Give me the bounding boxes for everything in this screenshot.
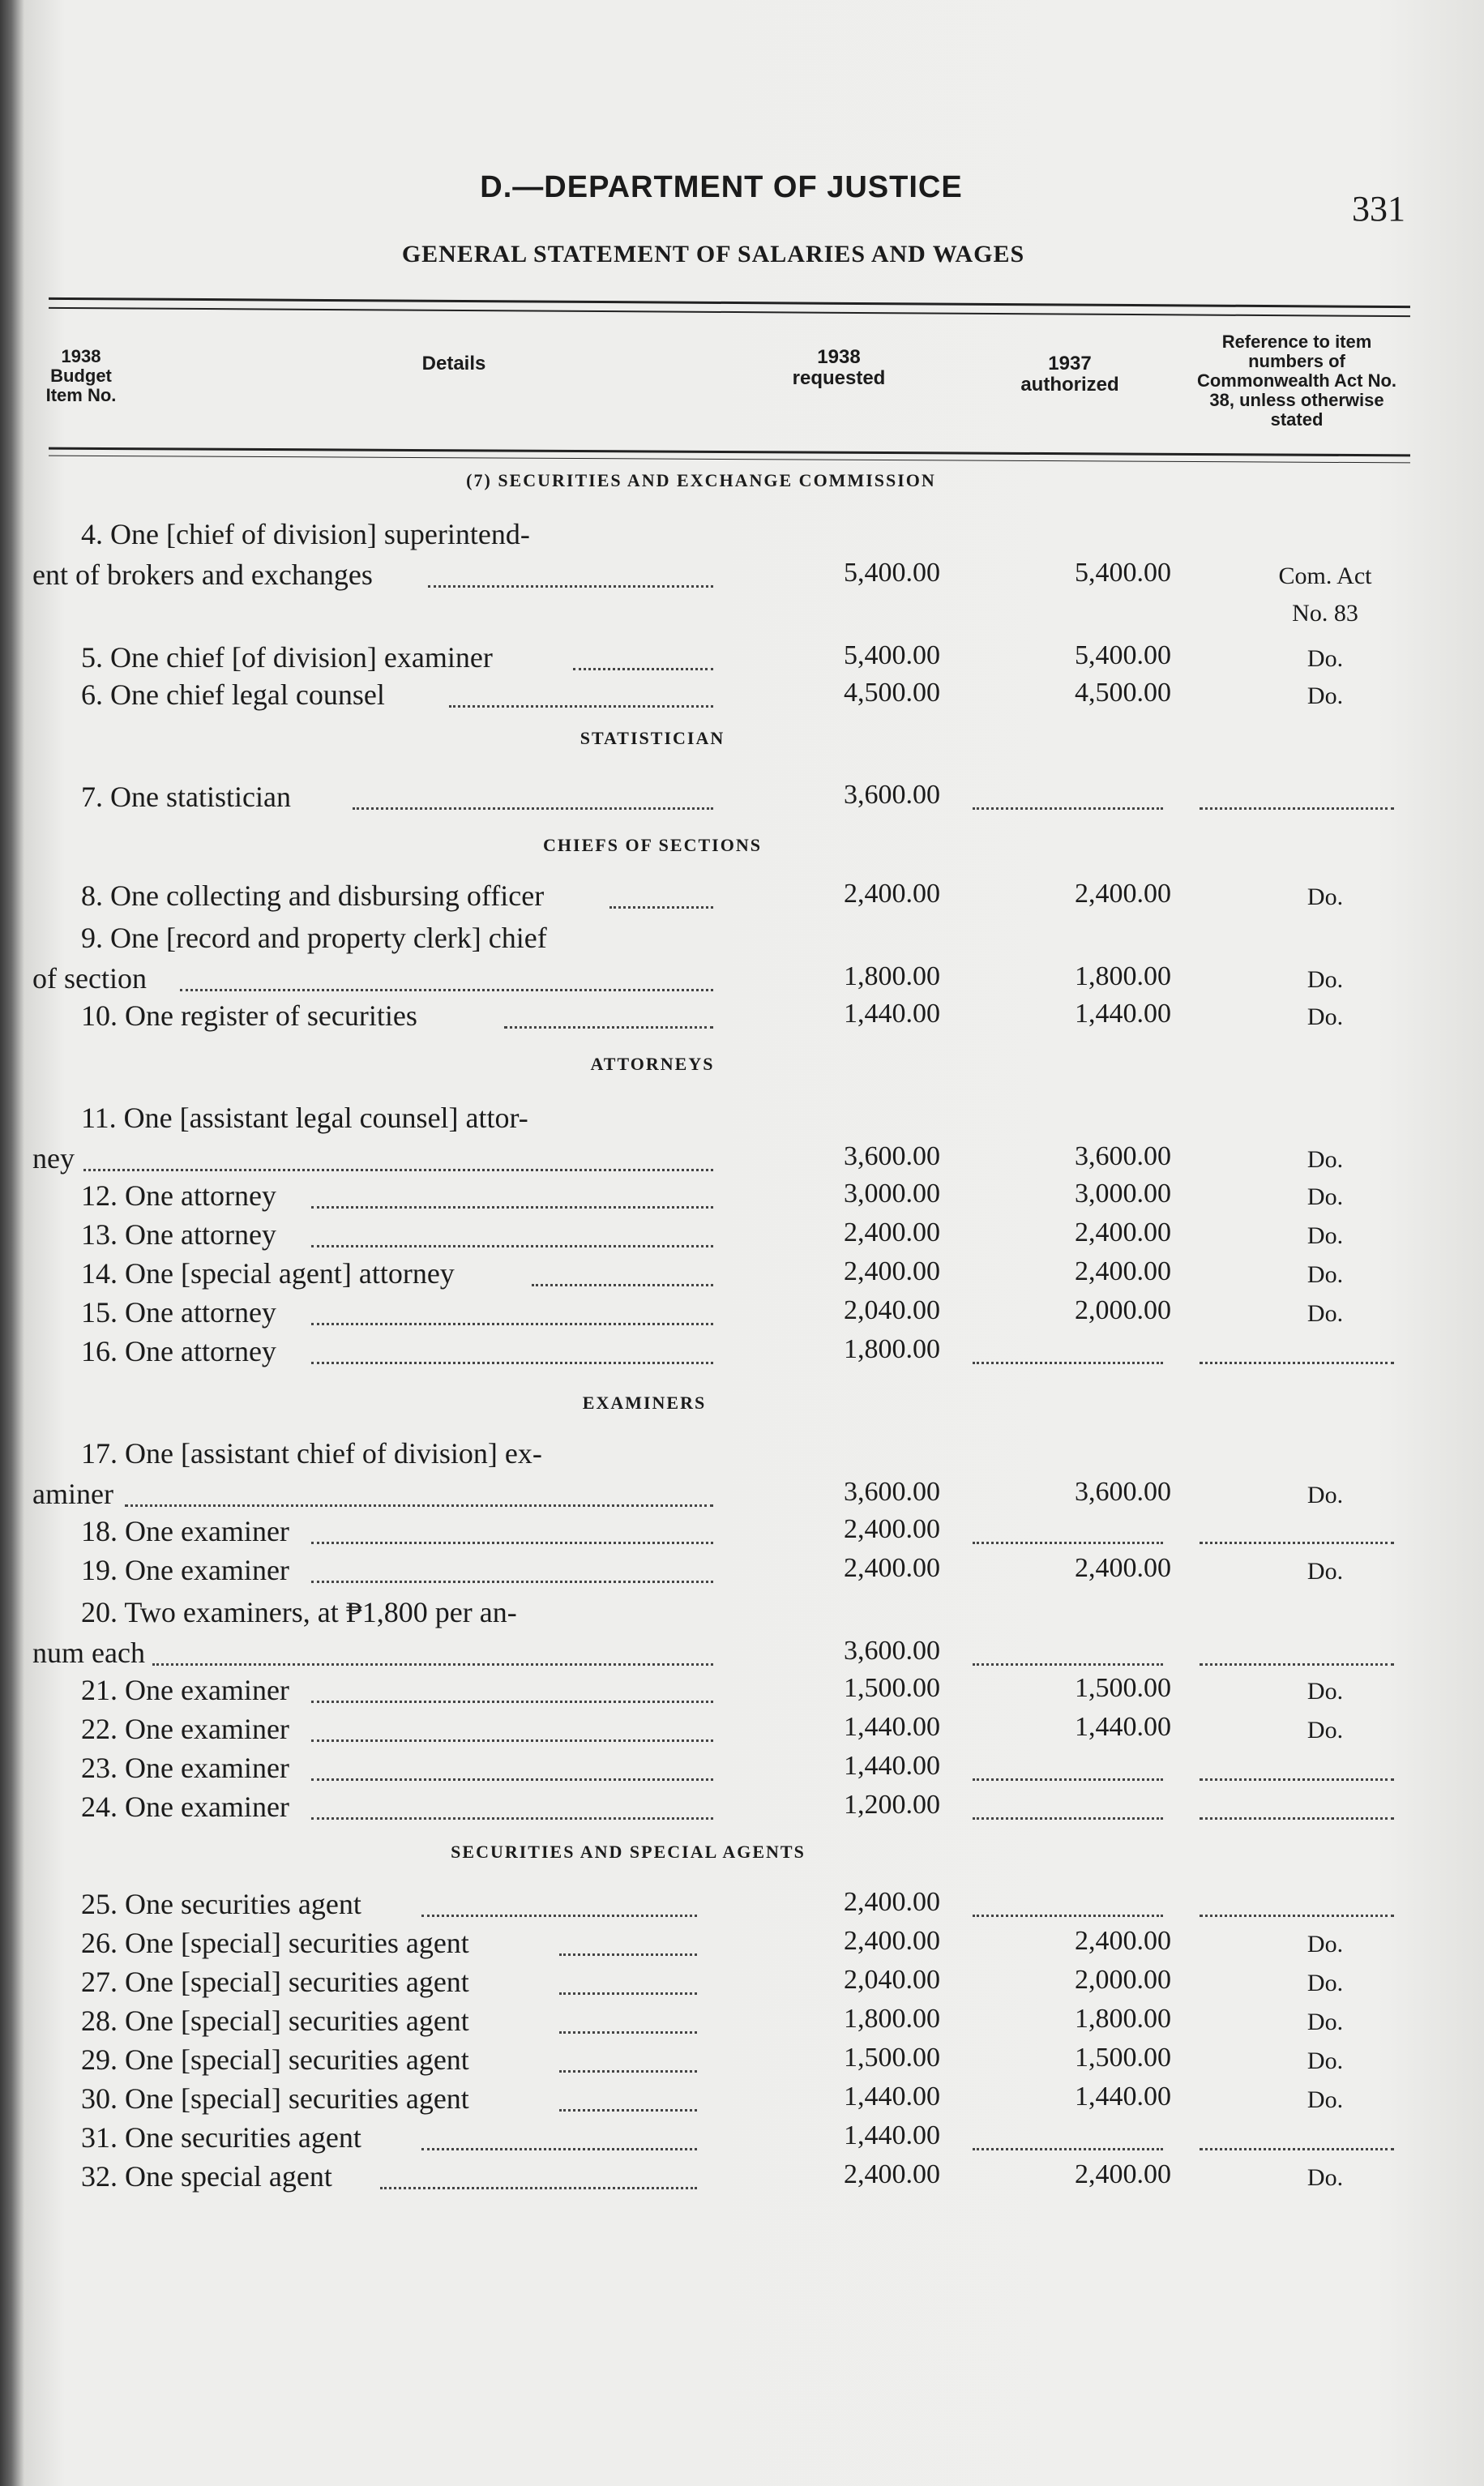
table-row — [0, 518, 1484, 627]
table-row — [0, 2159, 1484, 2200]
page-number: 331 — [1352, 189, 1405, 229]
row-details-line2: 21. One examiner — [81, 1674, 289, 1706]
row-details-line2: 5. One chief [of division] examiner — [81, 641, 493, 674]
leader-dots — [421, 1915, 697, 1917]
requested-amount: 2,400.00 — [844, 1256, 940, 1286]
row-details-line2: 28. One [special] securities agent — [81, 2005, 469, 2037]
empty-authorized-dots — [973, 1663, 1163, 1666]
row-details-line2: 22. One examiner — [81, 1713, 289, 1745]
subhead-statistician: STATISTICIAN — [579, 728, 725, 748]
authorized-amount: 2,400.00 — [1075, 879, 1171, 909]
requested-amount: 1,440.00 — [844, 2120, 940, 2150]
authorized-amount: 2,400.00 — [1075, 1926, 1171, 1956]
row-details-line1: 4. One [chief of division] superintend- — [81, 518, 530, 550]
requested-amount: 3,600.00 — [844, 780, 940, 810]
requested-amount: 3,600.00 — [844, 1477, 940, 1507]
leader-dots — [504, 1026, 713, 1029]
row-details-line1: 9. One [record and property clerk] chief — [81, 922, 547, 954]
table-row — [0, 678, 1484, 718]
table-row — [0, 1514, 1484, 1555]
leader-dots — [311, 1739, 713, 1742]
requested-amount: 2,040.00 — [844, 1965, 940, 1995]
leader-dots — [380, 2187, 697, 2189]
row-details-line2: 10. One register of securities — [81, 999, 417, 1032]
leader-dots — [311, 1778, 713, 1781]
leader-dots — [311, 1581, 713, 1583]
requested-amount: 1,440.00 — [844, 1751, 940, 1781]
table-row — [0, 2043, 1484, 2083]
row-details-line2: 23. One examiner — [81, 1752, 289, 1784]
table-row — [0, 2082, 1484, 2122]
leader-dots — [559, 2109, 697, 2112]
table-row — [0, 640, 1484, 681]
requested-amount: 2,400.00 — [844, 1887, 940, 1917]
empty-authorized-dots — [973, 2148, 1163, 2150]
row-details-line1: 11. One [assistant legal counsel] attor- — [81, 1102, 528, 1134]
requested-amount: 1,500.00 — [844, 1673, 940, 1703]
header-rule-top — [49, 297, 1410, 308]
leader-dots — [353, 807, 713, 810]
col-header-item-no: 1938 Budget Item No. — [45, 346, 117, 405]
header-rule-top-2 — [49, 307, 1410, 317]
reference-cell: Do. — [1307, 1222, 1344, 1249]
row-details-line1: 17. One [assistant chief of division] ex- — [81, 1437, 542, 1470]
table-row — [0, 1102, 1484, 1182]
empty-authorized-dots — [973, 1778, 1163, 1781]
col-header-reference: Reference to item numbers of Commonwealth Act No. 38, unless otherwise stated — [1196, 332, 1397, 430]
page-title: D.—DEPARTMENT OF JUSTICE — [480, 170, 963, 204]
reference-cell: Do. — [1307, 1482, 1344, 1508]
authorized-amount: 4,500.00 — [1075, 678, 1171, 708]
table-row — [0, 780, 1484, 820]
leader-dots — [311, 1817, 713, 1820]
empty-authorized-dots — [973, 1362, 1163, 1364]
reference-cell: Do. — [1307, 1183, 1344, 1210]
table-row — [0, 999, 1484, 1039]
requested-amount: 2,400.00 — [844, 1926, 940, 1956]
requested-amount: 3,600.00 — [844, 1141, 940, 1171]
authorized-amount: 1,440.00 — [1075, 2082, 1171, 2112]
authorized-amount: 2,000.00 — [1075, 1965, 1171, 1995]
leader-dots — [152, 1663, 713, 1666]
empty-reference-dots — [1200, 807, 1394, 810]
table-row — [0, 2004, 1484, 2044]
table-row — [0, 1673, 1484, 1714]
row-details-line2: 19. One examiner — [81, 1554, 289, 1586]
authorized-amount: 5,400.00 — [1075, 558, 1171, 588]
requested-amount: 1,440.00 — [844, 2082, 940, 2112]
authorized-amount: 2,000.00 — [1075, 1295, 1171, 1325]
row-details-line2: 27. One [special] securities agent — [81, 1966, 469, 1998]
row-details-line2: 14. One [special agent] attorney — [81, 1257, 455, 1290]
row-details-line2: 16. One attorney — [81, 1335, 276, 1367]
authorized-amount: 3,600.00 — [1075, 1141, 1171, 1171]
table-row — [0, 1256, 1484, 1297]
leader-dots — [532, 1284, 713, 1286]
authorized-amount: 3,600.00 — [1075, 1477, 1171, 1507]
requested-amount: 2,400.00 — [844, 1553, 940, 1583]
reference-cell: Do. — [1307, 2047, 1344, 2074]
empty-authorized-dots — [973, 807, 1163, 810]
row-details-line2: 12. One attorney — [81, 1179, 276, 1212]
row-details-line2: num each — [32, 1637, 145, 1669]
empty-reference-dots — [1200, 1817, 1394, 1820]
row-details-line2: 18. One examiner — [81, 1515, 289, 1547]
row-details-line2: 25. One securities agent — [81, 1888, 361, 1920]
authorized-amount: 2,400.00 — [1075, 2159, 1171, 2189]
table-row — [0, 1334, 1484, 1375]
reference-cell: Do. — [1307, 1003, 1344, 1030]
requested-amount: 3,600.00 — [844, 1636, 940, 1666]
subhead-attorneys: ATTORNEYS — [590, 1054, 715, 1074]
row-details-line2: 32. One special agent — [81, 2160, 332, 2193]
leader-dots — [311, 1206, 713, 1209]
table-row — [0, 1751, 1484, 1791]
reference-cell: Do. — [1307, 2164, 1344, 2191]
row-details-line2: 7. One statistician — [81, 781, 291, 813]
table-row — [0, 1179, 1484, 1219]
authorized-amount: 2,400.00 — [1075, 1553, 1171, 1583]
requested-amount: 2,400.00 — [844, 1514, 940, 1544]
leader-dots — [83, 1169, 713, 1171]
table-row — [0, 1437, 1484, 1517]
row-details-line2: 26. One [special] securities agent — [81, 1927, 469, 1959]
reference-cell: Do. — [1307, 1146, 1344, 1173]
empty-reference-dots — [1200, 1542, 1394, 1544]
leader-dots — [428, 585, 713, 588]
row-details-line2: 15. One attorney — [81, 1296, 276, 1329]
requested-amount: 2,400.00 — [844, 2159, 940, 2189]
requested-amount: 2,040.00 — [844, 1295, 940, 1325]
requested-amount: 1,800.00 — [844, 1334, 940, 1364]
reference-cell: Do. — [1307, 1300, 1344, 1327]
reference-cell: Do. — [1307, 1931, 1344, 1958]
requested-amount: 4,500.00 — [844, 678, 940, 708]
row-details-line2: 24. One examiner — [81, 1791, 289, 1823]
row-details-line1: 20. Two examiners, at ₱1,800 per an- — [81, 1596, 517, 1628]
authorized-amount: 2,400.00 — [1075, 1217, 1171, 1247]
header-rule-bottom — [49, 447, 1410, 457]
table-row — [0, 1596, 1484, 1676]
authorized-amount: 3,000.00 — [1075, 1179, 1171, 1209]
row-details-line2: ent of brokers and exchanges — [32, 558, 373, 591]
section-title: (7) SECURITIES AND EXCHANGE COMMISSION — [466, 470, 936, 490]
leader-dots — [311, 1245, 713, 1247]
row-details-line2: 8. One collecting and disbursing officer — [81, 879, 545, 912]
empty-reference-dots — [1200, 1362, 1394, 1364]
reference-cell: Do. — [1307, 2009, 1344, 2035]
row-details-line2: 13. One attorney — [81, 1218, 276, 1251]
table-row — [0, 1553, 1484, 1594]
reference-cell: Com. Act — [1278, 563, 1372, 589]
table-row — [0, 922, 1484, 1002]
table-row — [0, 1217, 1484, 1258]
subhead-chiefs: CHIEFS OF SECTIONS — [543, 835, 762, 855]
leader-dots — [559, 2070, 697, 2073]
leader-dots — [311, 1362, 713, 1364]
reference-cell: Do. — [1307, 884, 1344, 910]
empty-reference-dots — [1200, 1778, 1394, 1781]
table-row — [0, 2120, 1484, 2161]
requested-amount: 1,440.00 — [844, 1712, 940, 1742]
reference-cell: Do. — [1307, 682, 1344, 709]
authorized-amount: 1,500.00 — [1075, 1673, 1171, 1703]
leader-dots — [311, 1701, 713, 1703]
leader-dots — [125, 1504, 713, 1507]
reference-cell: Do. — [1307, 1261, 1344, 1288]
requested-amount: 1,800.00 — [844, 961, 940, 991]
table-row — [0, 1790, 1484, 1830]
row-details-line2: 29. One [special] securities agent — [81, 2043, 469, 2076]
reference-cell: Do. — [1307, 1678, 1344, 1705]
leader-dots — [559, 1992, 697, 1995]
header-rule-bottom-2 — [49, 456, 1410, 464]
leader-dots — [311, 1323, 713, 1325]
table-row — [0, 1965, 1484, 2005]
authorized-amount: 2,400.00 — [1075, 1256, 1171, 1286]
authorized-amount: 1,500.00 — [1075, 2043, 1171, 2073]
reference-cell: Do. — [1307, 1717, 1344, 1744]
requested-amount: 2,400.00 — [844, 879, 940, 909]
table-row — [0, 1887, 1484, 1928]
reference-cell: Do. — [1307, 966, 1344, 993]
row-details-line2: 30. One [special] securities agent — [81, 2082, 469, 2115]
empty-authorized-dots — [973, 1817, 1163, 1820]
table-row — [0, 879, 1484, 919]
row-details-line2: ney — [32, 1142, 75, 1175]
leader-dots — [609, 906, 713, 909]
table-row — [0, 1712, 1484, 1752]
requested-amount: 2,400.00 — [844, 1217, 940, 1247]
authorized-amount: 1,800.00 — [1075, 961, 1171, 991]
leader-dots — [421, 2148, 697, 2150]
authorized-amount: 5,400.00 — [1075, 640, 1171, 670]
subhead-examiners: EXAMINERS — [582, 1393, 707, 1413]
authorized-amount: 1,800.00 — [1075, 2004, 1171, 2034]
leader-dots — [559, 2031, 697, 2034]
requested-amount: 5,400.00 — [844, 558, 940, 588]
requested-amount: 1,500.00 — [844, 2043, 940, 2073]
authorized-amount: 1,440.00 — [1075, 1712, 1171, 1742]
empty-authorized-dots — [973, 1915, 1163, 1917]
col-header-details: Details — [421, 353, 486, 374]
col-header-authorized: 1937 authorized — [1020, 353, 1119, 396]
row-details-line2: 31. One securities agent — [81, 2121, 361, 2154]
requested-amount: 1,440.00 — [844, 999, 940, 1029]
authorized-amount: 1,440.00 — [1075, 999, 1171, 1029]
requested-amount: 1,200.00 — [844, 1790, 940, 1820]
reference-cell: Do. — [1307, 645, 1344, 672]
leader-dots — [449, 705, 713, 708]
row-details-line2: 6. One chief legal counsel — [81, 678, 385, 711]
subhead-agents: SECURITIES AND SPECIAL AGENTS — [451, 1842, 806, 1862]
leader-dots — [180, 989, 713, 991]
row-details-line2: aminer — [32, 1478, 113, 1510]
reference-cell-line2: No. 83 — [1292, 600, 1358, 627]
reference-cell: Do. — [1307, 2086, 1344, 2113]
requested-amount: 1,800.00 — [844, 2004, 940, 2034]
leader-dots — [559, 1953, 697, 1956]
empty-authorized-dots — [973, 1542, 1163, 1544]
requested-amount: 3,000.00 — [844, 1179, 940, 1209]
row-details-line2: of section — [32, 962, 147, 995]
reference-cell: Do. — [1307, 1558, 1344, 1585]
requested-amount: 5,400.00 — [844, 640, 940, 670]
table-row — [0, 1926, 1484, 1966]
empty-reference-dots — [1200, 1663, 1394, 1666]
empty-reference-dots — [1200, 2148, 1394, 2150]
leader-dots — [311, 1542, 713, 1544]
reference-cell: Do. — [1307, 1970, 1344, 1996]
leader-dots — [573, 668, 713, 670]
empty-reference-dots — [1200, 1915, 1394, 1917]
table-row — [0, 1295, 1484, 1336]
col-header-requested: 1938 requested — [792, 346, 886, 389]
page-subtitle: GENERAL STATEMENT OF SALARIES AND WAGES — [401, 241, 1025, 267]
